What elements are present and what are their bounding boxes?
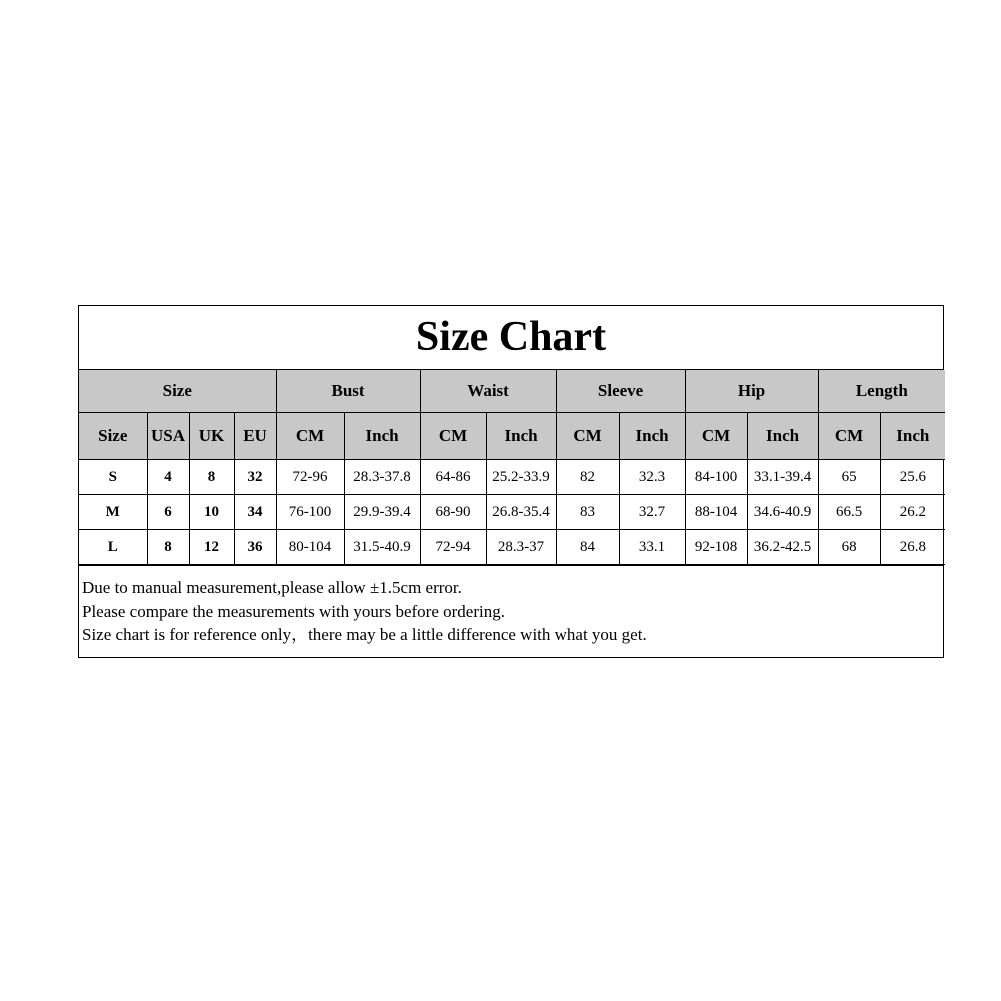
table-cell: 88-104 bbox=[685, 495, 747, 530]
sub-header-cell: Inch bbox=[880, 413, 945, 460]
table-row bbox=[79, 460, 945, 495]
table-cell: 82 bbox=[556, 460, 619, 495]
sub-header-cell: UK bbox=[189, 413, 234, 460]
table-cell: 4 bbox=[147, 460, 189, 495]
sub-header-cell: Inch bbox=[486, 413, 556, 460]
sub-header-cell: Inch bbox=[619, 413, 685, 460]
table-cell: 25.6 bbox=[880, 460, 945, 495]
group-header-row bbox=[79, 370, 945, 413]
note-line: Due to manual measurement,please allow ±1.5cm error. bbox=[82, 578, 462, 597]
sub-header-cell: CM bbox=[818, 413, 880, 460]
table-cell: 72-94 bbox=[420, 530, 486, 565]
sub-header-cell: Inch bbox=[344, 413, 420, 460]
group-header-sleeve: Sleeve bbox=[556, 370, 685, 413]
table-cell: 25.2-33.9 bbox=[486, 460, 556, 495]
table-cell: M bbox=[79, 495, 147, 530]
table-cell: 68 bbox=[818, 530, 880, 565]
table-row bbox=[79, 530, 945, 565]
table-cell: 92-108 bbox=[685, 530, 747, 565]
size-chart-title: Size Chart bbox=[79, 306, 943, 370]
table-row bbox=[79, 495, 945, 530]
table-cell: 72-96 bbox=[276, 460, 344, 495]
group-header-size: Size bbox=[79, 370, 276, 413]
table-cell: 28.3-37 bbox=[486, 530, 556, 565]
table-cell: 36.2-42.5 bbox=[747, 530, 818, 565]
table-cell: 33.1-39.4 bbox=[747, 460, 818, 495]
table-cell: 26.2 bbox=[880, 495, 945, 530]
size-table bbox=[79, 370, 945, 565]
table-cell: 8 bbox=[189, 460, 234, 495]
table-cell: 32.7 bbox=[619, 495, 685, 530]
table-cell: 28.3-37.8 bbox=[344, 460, 420, 495]
table-cell: 29.9-39.4 bbox=[344, 495, 420, 530]
table-cell: 68-90 bbox=[420, 495, 486, 530]
table-cell: 12 bbox=[189, 530, 234, 565]
sub-header-cell: CM bbox=[685, 413, 747, 460]
table-cell: 84-100 bbox=[685, 460, 747, 495]
table-cell: S bbox=[79, 460, 147, 495]
table-cell: 80-104 bbox=[276, 530, 344, 565]
table-cell: 84 bbox=[556, 530, 619, 565]
note-line: Please compare the measurements with yours before ordering. bbox=[82, 601, 505, 621]
table-cell: 32.3 bbox=[619, 460, 685, 495]
table-cell: 34 bbox=[234, 495, 276, 530]
group-header-hip: Hip bbox=[685, 370, 818, 413]
table-cell: 76-100 bbox=[276, 495, 344, 530]
sub-header-cell: CM bbox=[556, 413, 619, 460]
table-cell: 34.6-40.9 bbox=[747, 495, 818, 530]
table-cell: 83 bbox=[556, 495, 619, 530]
table-cell: L bbox=[79, 530, 147, 565]
note-line: Size chart is for reference only，there may be a little difference with what you get. bbox=[82, 625, 647, 644]
group-header-bust: Bust bbox=[276, 370, 420, 413]
sub-header-cell: Inch bbox=[747, 413, 818, 460]
size-chart bbox=[78, 305, 944, 658]
table-cell: 26.8-35.4 bbox=[486, 495, 556, 530]
sub-header-cell: CM bbox=[276, 413, 344, 460]
table-cell: 32 bbox=[234, 460, 276, 495]
table-cell: 6 bbox=[147, 495, 189, 530]
table-cell: 36 bbox=[234, 530, 276, 565]
sub-header-cell: Size bbox=[79, 413, 147, 460]
sub-header-row bbox=[79, 413, 945, 460]
table-cell: 33.1 bbox=[619, 530, 685, 565]
table-cell: 8 bbox=[147, 530, 189, 565]
table-cell: 66.5 bbox=[818, 495, 880, 530]
sub-header-cell: CM bbox=[420, 413, 486, 460]
table-cell: 65 bbox=[818, 460, 880, 495]
group-header-waist: Waist bbox=[420, 370, 556, 413]
table-cell: 64-86 bbox=[420, 460, 486, 495]
group-header-length: Length bbox=[818, 370, 945, 413]
table-cell: 31.5-40.9 bbox=[344, 530, 420, 565]
table-cell: 10 bbox=[189, 495, 234, 530]
notes-section bbox=[79, 565, 943, 657]
table-cell: 26.8 bbox=[880, 530, 945, 565]
sub-header-cell: USA bbox=[147, 413, 189, 460]
sub-header-cell: EU bbox=[234, 413, 276, 460]
